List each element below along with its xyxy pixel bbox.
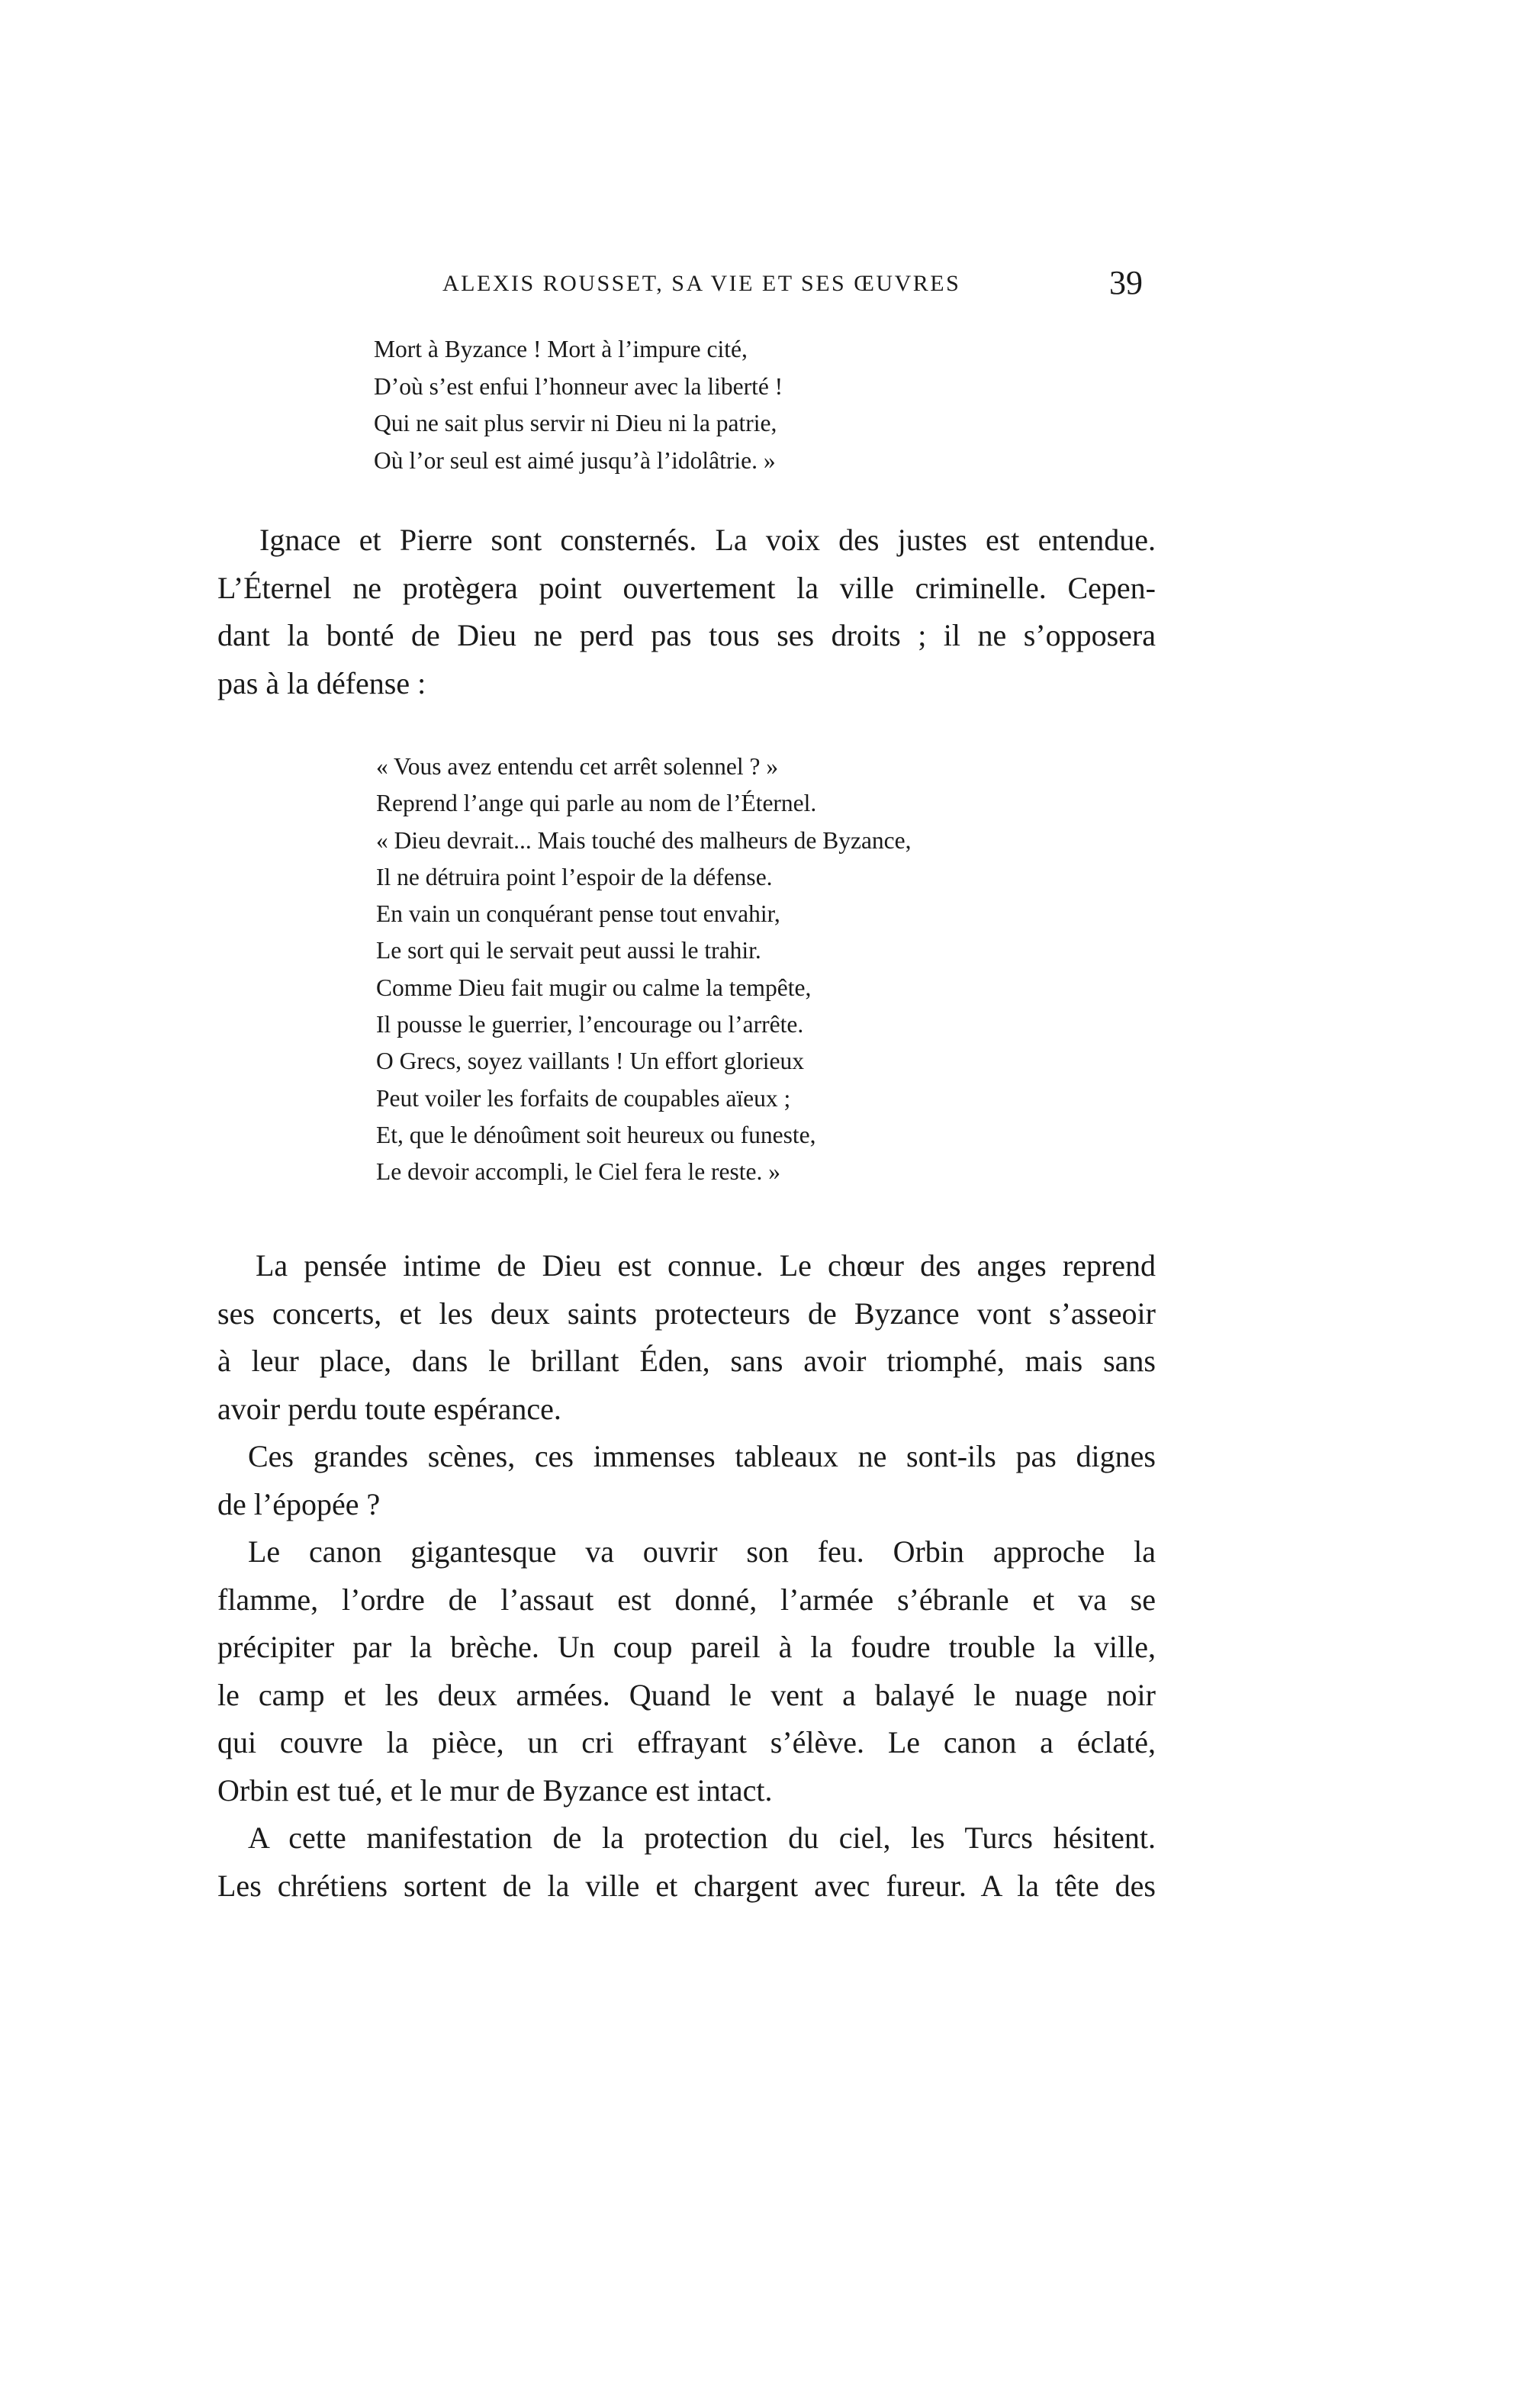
prose-line: La pensée intime de Dieu est connue. Le chœur des anges reprend — [256, 1248, 1156, 1283]
prose-line: L’Éternel ne protègera point ouvertement la ville criminelle. Cepen- — [217, 570, 1156, 605]
verse-line: En vain un conquérant pense tout envahir, — [376, 900, 780, 928]
prose-line: A cette manifestation de la protection du ciel, les Turcs hésitent. — [248, 1820, 1156, 1855]
paragraphs-byzance-siege — [217, 1242, 1156, 1910]
verse-line: Reprend l’ange qui parle au nom de l’Éternel. — [376, 790, 817, 817]
prose-line: Orbin est tué, et le mur de Byzance est intact. — [217, 1772, 773, 1808]
prose-line: à leur place, dans le brillant Éden, sans avoir triomphé, mais sans — [217, 1344, 1156, 1378]
prose-line: précipiter par la brèche. Un coup pareil à la foudre trouble la ville, — [217, 1630, 1156, 1664]
prose-line: de l’épopée ? — [217, 1486, 381, 1521]
verse-line: Comme Dieu fait mugir ou calme la tempête, — [376, 974, 812, 1001]
prose-line: le camp et les deux armées. Quand le vent a balayé le nuage noir — [217, 1677, 1156, 1712]
verse-line: Mort à Byzance ! Mort à l’impure cité, — [374, 336, 748, 362]
page-number: 39 — [1109, 264, 1143, 301]
prose-line: ses concerts, et les deux saints protecteurs de Byzance vont s’asseoir — [217, 1296, 1156, 1331]
prose-line: Ces grandes scènes, ces immenses tableaux ne sont-ils pas dignes — [248, 1439, 1156, 1473]
verse-line: Peut voiler les forfaits de coupables aïeux ; — [376, 1084, 791, 1112]
verse-line: Où l’or seul est aimé jusqu’à l’idolâtrie. » — [374, 446, 776, 474]
verse-line: D’où s’est enfui l’honneur avec la liberté ! — [374, 372, 783, 400]
prose-line: flamme, l’ordre de l’assaut est donné, l’armée s’ébranle et va se — [217, 1582, 1156, 1617]
verse-line: « Dieu devrait... Mais touché des malheurs de Byzance, — [376, 826, 912, 854]
prose-line: Ignace et Pierre sont consternés. La voix des justes est entendue. — [259, 523, 1156, 557]
verse-line: Il pousse le guerrier, l’encourage ou l’arrête. — [376, 1011, 804, 1038]
prose-line: qui couvre la pièce, un cri effrayant s’élève. Le canon a éclaté, — [217, 1725, 1156, 1759]
verse-line: « Vous avez entendu cet arrêt solennel ? » — [376, 753, 779, 780]
running-head: ALEXIS ROUSSET, SA VIE ET SES ŒUVRES — [442, 271, 961, 296]
paragraph-ignace-pierre — [217, 517, 1156, 707]
prose-line: avoir perdu toute espérance. — [217, 1391, 561, 1426]
verse-line: Il ne détruira point l’espoir de la défense. — [376, 863, 773, 890]
verse-quote-top — [374, 331, 783, 479]
verse-line: Le sort qui le servait peut aussi le trahir. — [376, 937, 761, 964]
verse-line: Qui ne sait plus servir ni Dieu ni la patrie, — [374, 410, 777, 436]
verse-quote-angel — [376, 748, 912, 1191]
prose-line: Les chrétiens sortent de la ville et chargent avec fureur. A la tête des — [217, 1868, 1156, 1903]
verse-line: Le devoir accompli, le Ciel fera le reste. » — [376, 1158, 781, 1186]
prose-line: pas à la défense : — [217, 665, 426, 700]
verse-line: O Grecs, soyez vaillants ! Un effort glorieux — [376, 1048, 805, 1075]
prose-line: dant la bonté de Dieu ne perd pas tous ses droits ; il ne s’opposera — [217, 618, 1156, 652]
prose-line: Le canon gigantesque va ouvrir son feu. Orbin approche la — [248, 1534, 1156, 1569]
verse-line: Et, que le dénoûment soit heureux ou funeste, — [376, 1121, 816, 1148]
